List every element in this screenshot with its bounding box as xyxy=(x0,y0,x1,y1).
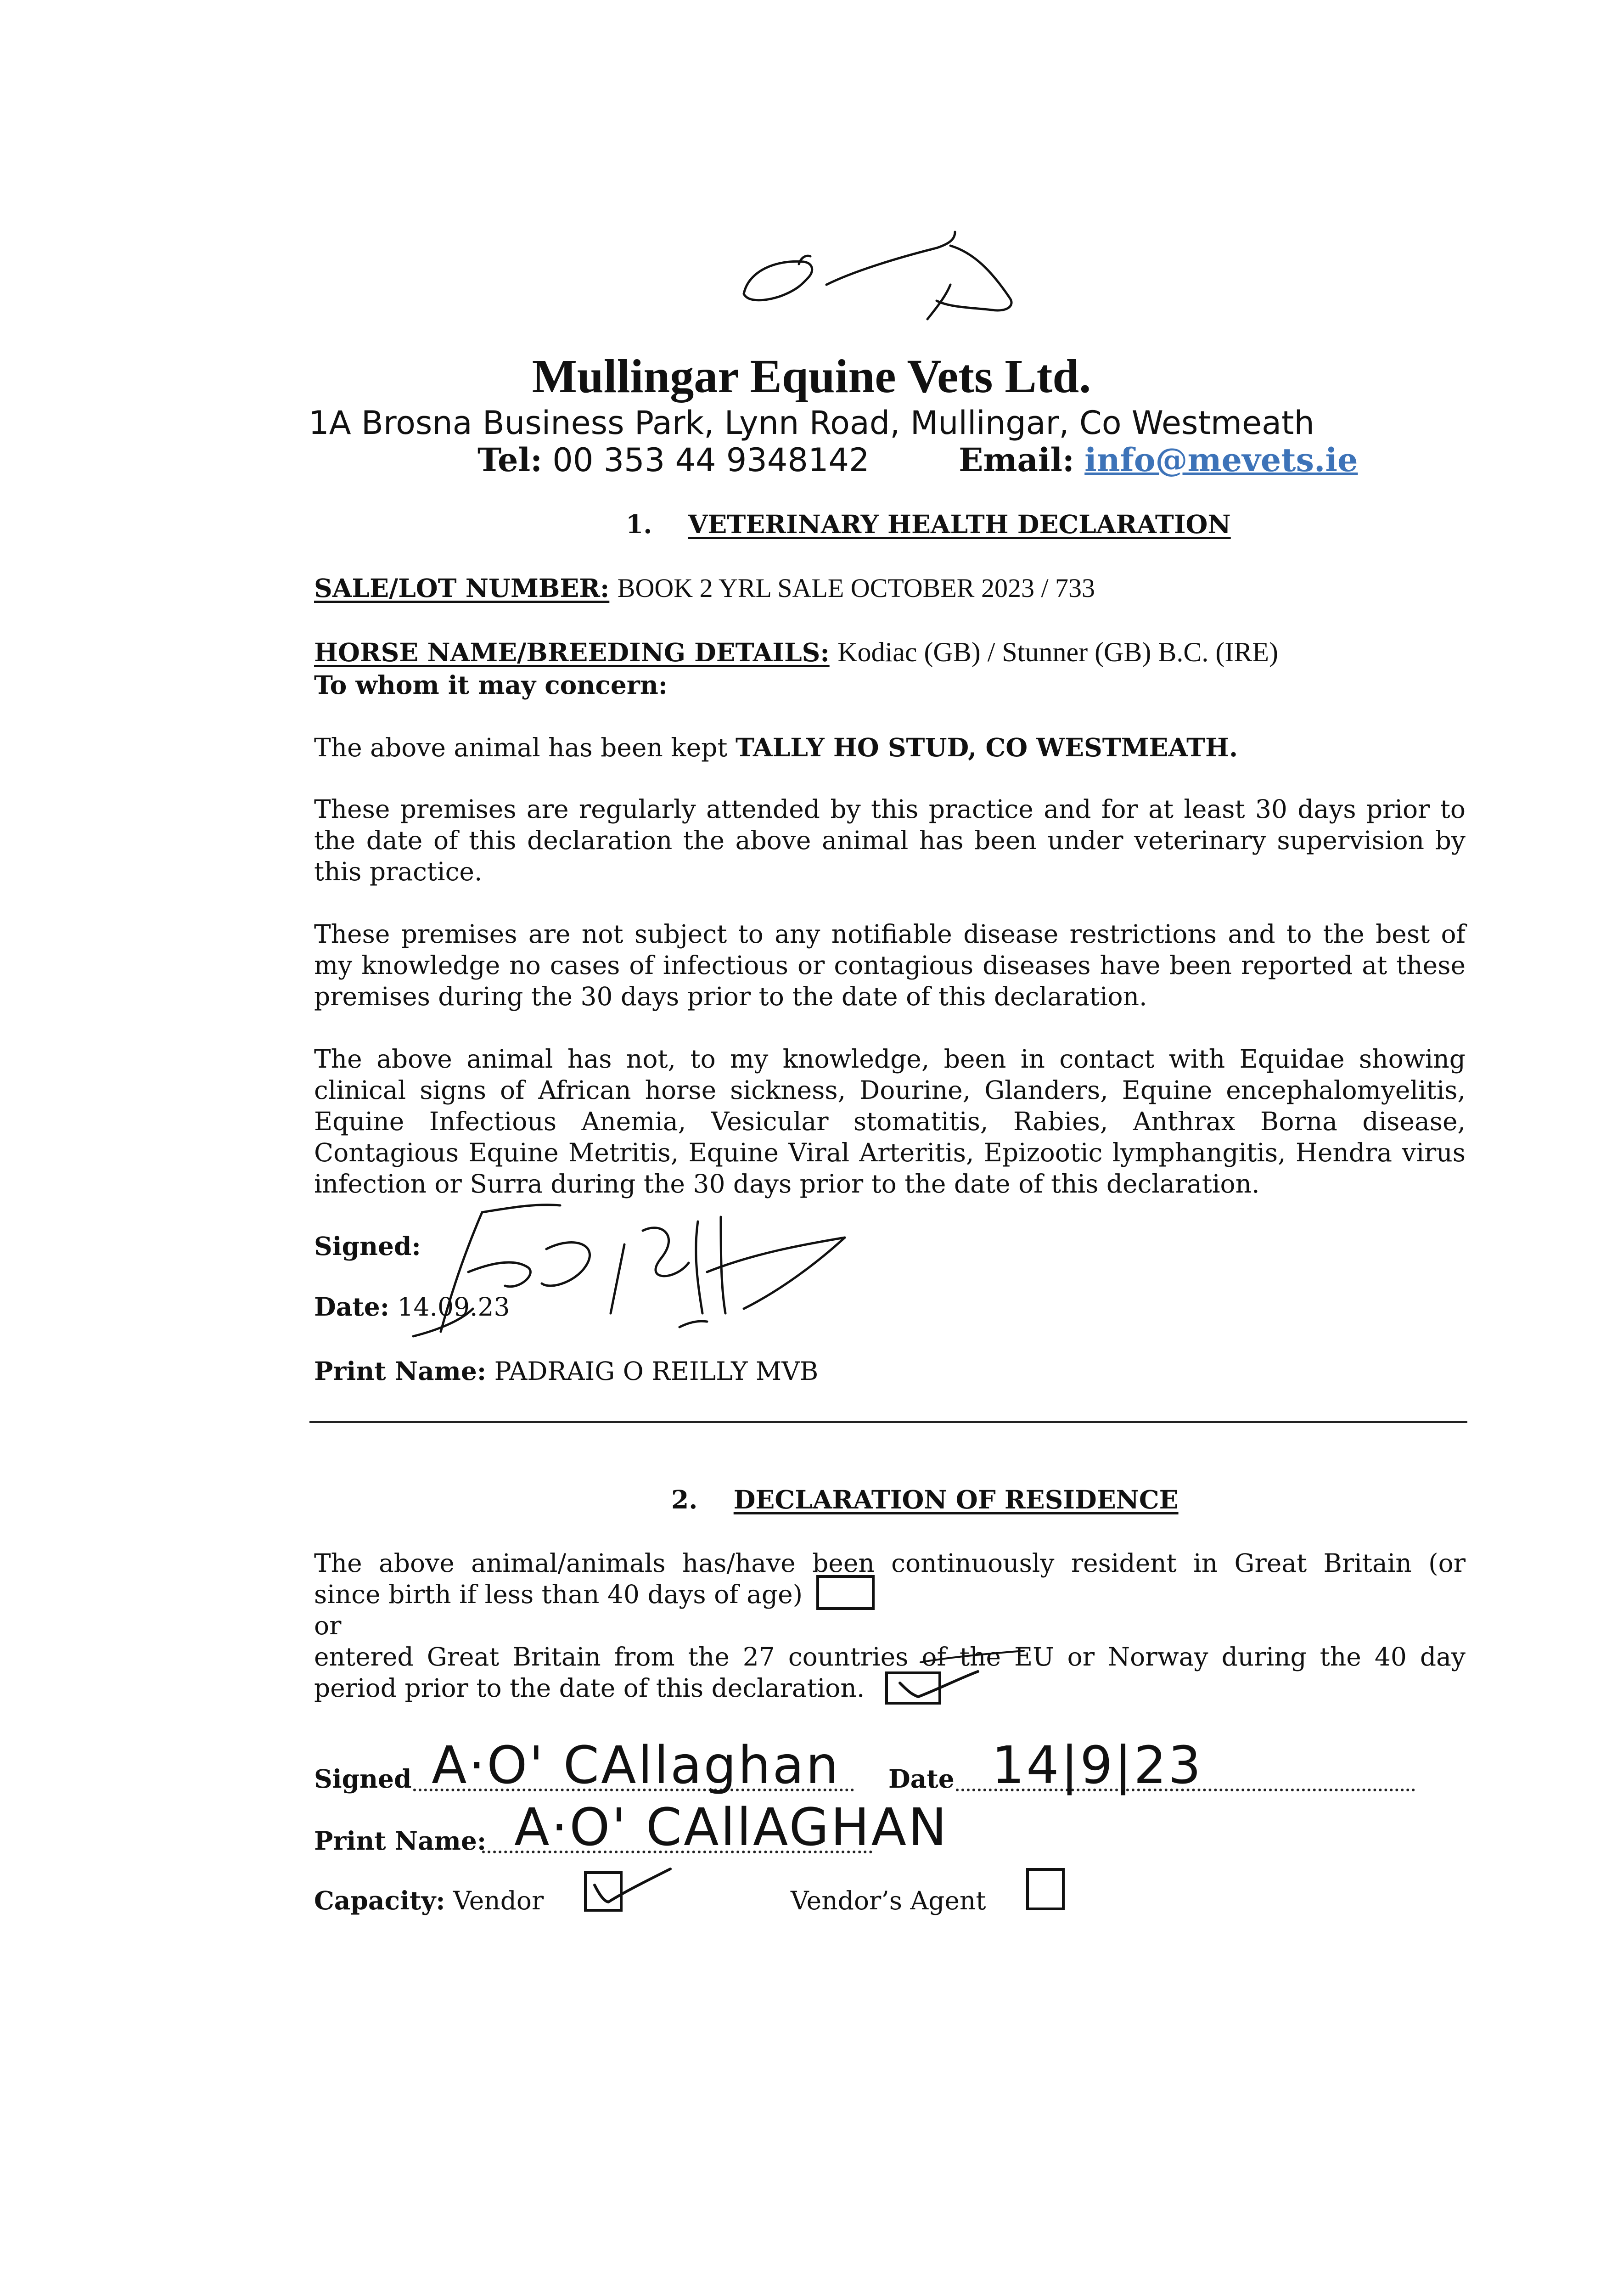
capacity-label: Capacity: xyxy=(314,1885,445,1915)
para1-line: These premises are regularly attended by this practice and for at least 30 days prior to xyxy=(314,794,1466,824)
para3 xyxy=(314,1043,1466,1199)
kept-place: TALLY HO STUD, CO WESTMEATH. xyxy=(735,732,1238,762)
residence-line: since birth if less than 40 days of age) xyxy=(314,1580,803,1609)
vendor-label: Vendor xyxy=(453,1886,544,1915)
tel-value: 00 353 44 9348142 xyxy=(552,441,870,479)
para2-line: my knowledge no cases of infectious or contagious diseases have been reported at these xyxy=(314,951,1466,980)
residence-line: entered Great Britain from the 27 countries of the EU or Norway during the 40 day xyxy=(314,1642,1466,1671)
vet-signed-label: Signed: xyxy=(314,1231,421,1261)
residence-line: period prior to the date of this declaration. xyxy=(314,1673,865,1703)
residence-line: The above animal/animals has/have been continuously resident in Great Britain (or xyxy=(314,1548,1466,1578)
company-address: 1A Brosna Business Park, Lynn Road, Mullingar, Co Westmeath xyxy=(309,404,1314,442)
para1 xyxy=(314,793,1466,887)
contact-line xyxy=(477,441,1358,479)
vet-print-name-row xyxy=(314,1356,818,1387)
capacity-row xyxy=(314,1885,544,1916)
para1-line: this practice. xyxy=(314,857,483,886)
para2 xyxy=(314,918,1466,1012)
para2-line: premises during the 30 days prior to the date of this declaration. xyxy=(314,982,1147,1011)
entered-tick-icon xyxy=(891,1662,983,1708)
strike-scribble-icon xyxy=(918,1649,1028,1667)
kept-row xyxy=(314,732,1238,763)
horse-logo-icon xyxy=(735,220,1028,331)
vet-date-value: 14.09.23 xyxy=(397,1292,510,1322)
email-link[interactable]: info@mevets.ie xyxy=(1084,441,1358,479)
section2-heading: DECLARATION OF RESIDENCE xyxy=(733,1485,1179,1514)
section-divider xyxy=(309,1421,1467,1423)
para3-line: infection or Surra during the 30 days prior to the date of this declaration. xyxy=(314,1169,1260,1199)
para3-line: Equine Infectious Anemia, Vesicular stomatitis, Rabies, Anthrax Borna disease, xyxy=(314,1107,1466,1136)
sale-lot-label: SALE/LOT NUMBER: xyxy=(314,573,610,603)
section2-number: 2. xyxy=(671,1485,698,1514)
vendor-agent-label: Vendor’s Agent xyxy=(791,1886,986,1915)
horse-label: HORSE NAME/BREEDING DETAILS: xyxy=(314,637,830,667)
sale-lot-value: BOOK 2 YRL SALE OCTOBER 2023 / 733 xyxy=(617,573,1095,603)
section2-title xyxy=(671,1484,1179,1515)
email-label: Email: xyxy=(959,441,1074,479)
owner-date-value: 14|9|23 xyxy=(992,1736,1203,1795)
resident-checkbox[interactable] xyxy=(816,1575,875,1610)
sale-lot-row xyxy=(314,573,1095,604)
para2-line: These premises are not subject to any notifiable disease restrictions and to the best of xyxy=(314,919,1466,949)
residence-or: or xyxy=(314,1611,342,1640)
owner-signed-label: Signed xyxy=(314,1764,412,1794)
para3-line: The above animal has not, to my knowledge, been in contact with Equidae showing xyxy=(314,1044,1466,1074)
para3-line: clinical signs of African horse sickness, Dourine, Glanders, Equine encephalomyelitis, xyxy=(314,1075,1466,1105)
vet-date-label: Date: xyxy=(314,1292,390,1322)
vendor-agent-checkbox[interactable] xyxy=(1026,1868,1065,1910)
section1-title xyxy=(626,509,1231,540)
vet-signature-icon xyxy=(404,1194,854,1341)
horse-value: Kodiac (GB) / Stunner (GB) B.C. (IRE) xyxy=(837,637,1279,667)
section1-heading: VETERINARY HEALTH DECLARATION xyxy=(688,509,1231,539)
horse-row xyxy=(314,636,1278,668)
para3-line: Contagious Equine Metritis, Equine Viral Arteritis, Epizootic lymphangitis, Hendra virus xyxy=(314,1138,1466,1167)
owner-print-name-label: Print Name: xyxy=(314,1826,487,1856)
company-name: Mullingar Equine Vets Ltd. xyxy=(532,350,1091,403)
para1-line: the date of this declaration the above animal has been under veterinary supervision by xyxy=(314,826,1466,855)
to-whom: To whom it may concern: xyxy=(314,670,668,700)
owner-print-name-value: A·O' CAllAGHAN xyxy=(514,1798,949,1857)
vet-print-name-value: PADRAIG O REILLY MVB xyxy=(494,1356,819,1386)
owner-date-label: Date xyxy=(888,1764,955,1794)
owner-signed-value: A·O' CAllaghan xyxy=(432,1736,841,1795)
section1-number: 1. xyxy=(626,509,652,539)
kept-text: The above animal has been kept xyxy=(314,733,728,762)
vet-print-name-label: Print Name: xyxy=(314,1356,487,1386)
tel-label: Tel: xyxy=(477,441,543,479)
vendor-tick-icon xyxy=(588,1860,675,1910)
